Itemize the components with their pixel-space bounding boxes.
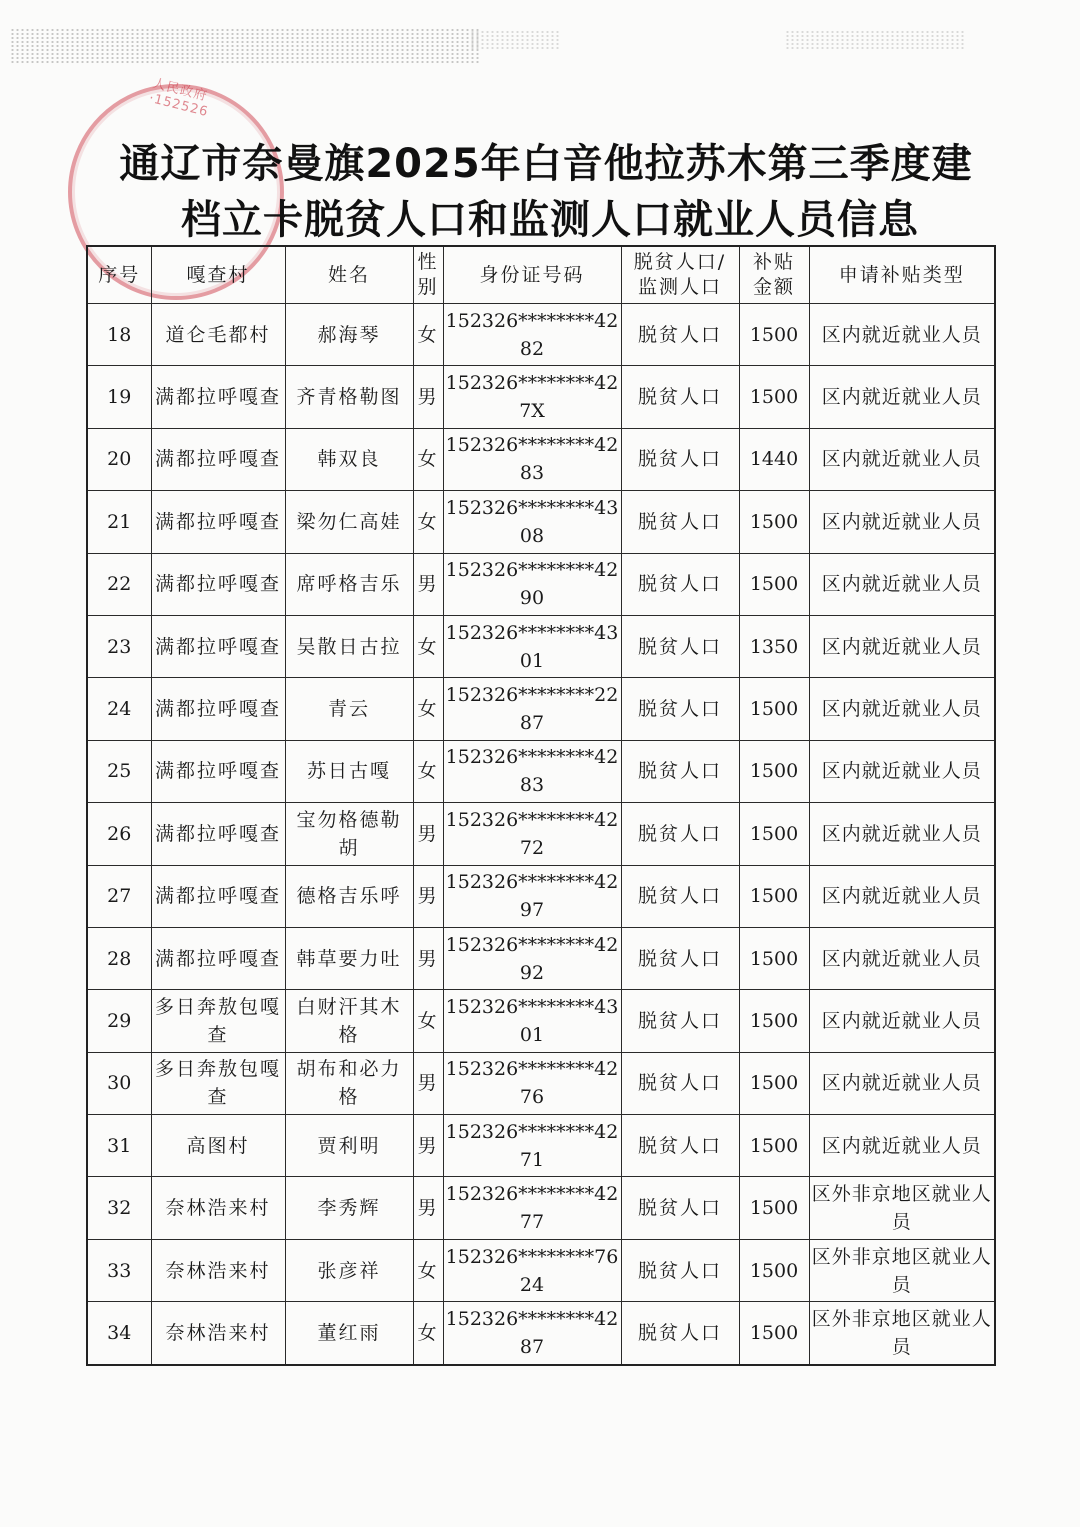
cell-status: 脱贫人口 — [621, 1177, 739, 1239]
cell-subsidy-type: 区外非京地区就业人员 — [809, 1177, 995, 1239]
cell-status: 脱贫人口 — [621, 553, 739, 615]
cell-gender: 女 — [413, 1239, 443, 1301]
cell-village: 道仑毛都村 — [151, 304, 285, 366]
cell-name: 苏日古嘎 — [285, 740, 413, 802]
cell-village: 满都拉呼嘎查 — [151, 865, 285, 927]
scan-noise — [10, 28, 480, 64]
cell-gender: 男 — [413, 1115, 443, 1177]
table-row — [87, 304, 995, 366]
cell-no: 28 — [87, 927, 151, 989]
cell-name: 贾利明 — [285, 1115, 413, 1177]
header-no: 序号 — [87, 246, 151, 304]
cell-name: 青云 — [285, 678, 413, 740]
cell-village: 奈林浩来村 — [151, 1239, 285, 1301]
cell-id-number: 152326********4301 — [443, 615, 621, 677]
table-row — [87, 740, 995, 802]
cell-subsidy-amount: 1500 — [739, 1239, 809, 1301]
table-row — [87, 1302, 995, 1365]
table-row — [87, 678, 995, 740]
header-status-line-2: 监测人口 — [637, 276, 722, 298]
cell-subsidy-type: 区内就近就业人员 — [809, 865, 995, 927]
cell-subsidy-type: 区内就近就业人员 — [809, 1052, 995, 1114]
table-row — [87, 1239, 995, 1301]
cell-id-number: 152326********4283 — [443, 428, 621, 490]
cell-id-number: 152326********4292 — [443, 927, 621, 989]
cell-subsidy-type: 区外非京地区就业人员 — [809, 1302, 995, 1365]
cell-status: 脱贫人口 — [621, 927, 739, 989]
cell-subsidy-amount: 1500 — [739, 491, 809, 553]
cell-subsidy-amount: 1440 — [739, 428, 809, 490]
cell-status: 脱贫人口 — [621, 865, 739, 927]
cell-village: 满都拉呼嘎查 — [151, 366, 285, 428]
header-gender — [413, 246, 443, 304]
cell-village: 满都拉呼嘎查 — [151, 491, 285, 553]
cell-subsidy-amount: 1500 — [739, 1302, 809, 1365]
cell-status: 脱贫人口 — [621, 740, 739, 802]
cell-name: 宝勿格德勒胡 — [285, 803, 413, 865]
cell-no: 30 — [87, 1052, 151, 1114]
cell-gender: 女 — [413, 491, 443, 553]
header-gender-line-2: 别 — [417, 276, 439, 298]
cell-name: 席呼格吉乐 — [285, 553, 413, 615]
cell-subsidy-amount: 1500 — [739, 1115, 809, 1177]
cell-status: 脱贫人口 — [621, 1052, 739, 1114]
cell-gender: 男 — [413, 366, 443, 428]
cell-gender: 女 — [413, 304, 443, 366]
header-status — [621, 246, 739, 304]
table-row — [87, 865, 995, 927]
cell-subsidy-amount: 1500 — [739, 865, 809, 927]
cell-no: 29 — [87, 990, 151, 1052]
header-amount-line-1: 补贴 — [752, 251, 795, 273]
cell-name: 白财汗其木格 — [285, 990, 413, 1052]
cell-subsidy-amount: 1500 — [739, 990, 809, 1052]
cell-village: 高图村 — [151, 1115, 285, 1177]
cell-subsidy-type: 区内就近就业人员 — [809, 366, 995, 428]
cell-status: 脱贫人口 — [621, 491, 739, 553]
cell-id-number: 152326********4308 — [443, 491, 621, 553]
table-row — [87, 803, 995, 865]
cell-name: 胡布和必力格 — [285, 1052, 413, 1114]
cell-id-number: 152326********4301 — [443, 990, 621, 1052]
cell-subsidy-type: 区内就近就业人员 — [809, 740, 995, 802]
cell-id-number: 152326********4271 — [443, 1115, 621, 1177]
cell-id-number: 152326********2287 — [443, 678, 621, 740]
cell-village: 多日奔敖包嘎查 — [151, 1052, 285, 1114]
cell-village: 奈林浩来村 — [151, 1177, 285, 1239]
cell-status: 脱贫人口 — [621, 803, 739, 865]
cell-subsidy-amount: 1500 — [739, 1177, 809, 1239]
cell-village: 满都拉呼嘎查 — [151, 803, 285, 865]
header-village: 嘎查村 — [151, 246, 285, 304]
table-header-row — [87, 246, 995, 304]
document-title-line-2: 档立卡脱贫人口和监测人口就业人员信息 — [181, 197, 919, 243]
table-row — [87, 615, 995, 677]
table-row — [87, 1177, 995, 1239]
cell-status: 脱贫人口 — [621, 1239, 739, 1301]
cell-name: 梁勿仁高娃 — [285, 491, 413, 553]
cell-subsidy-type: 区内就近就业人员 — [809, 678, 995, 740]
cell-id-number: 152326********4287 — [443, 1302, 621, 1365]
cell-village: 满都拉呼嘎查 — [151, 428, 285, 490]
table-row — [87, 491, 995, 553]
table-row — [87, 1052, 995, 1114]
cell-subsidy-type: 区内就近就业人员 — [809, 803, 995, 865]
cell-name: 张彦祥 — [285, 1239, 413, 1301]
header-name: 姓名 — [285, 246, 413, 304]
table-row — [87, 553, 995, 615]
document-title-line-1: 通辽市奈曼旗2025年白音他拉苏木第三季度建 — [119, 141, 973, 187]
cell-gender: 男 — [413, 927, 443, 989]
cell-name: 董红雨 — [285, 1302, 413, 1365]
cell-status: 脱贫人口 — [621, 678, 739, 740]
cell-village: 奈林浩来村 — [151, 1302, 285, 1365]
cell-gender: 男 — [413, 1052, 443, 1114]
cell-gender: 男 — [413, 553, 443, 615]
cell-gender: 男 — [413, 803, 443, 865]
table-row — [87, 990, 995, 1052]
cell-name: 郝海琴 — [285, 304, 413, 366]
cell-name: 吴散日古拉 — [285, 615, 413, 677]
cell-village: 多日奔敖包嘎查 — [151, 990, 285, 1052]
cell-no: 19 — [87, 366, 151, 428]
cell-subsidy-type: 区内就近就业人员 — [809, 1115, 995, 1177]
cell-no: 21 — [87, 491, 151, 553]
cell-subsidy-type: 区内就近就业人员 — [809, 304, 995, 366]
cell-no: 27 — [87, 865, 151, 927]
cell-subsidy-type: 区外非京地区就业人员 — [809, 1239, 995, 1301]
cell-id-number: 152326********4276 — [443, 1052, 621, 1114]
cell-no: 20 — [87, 428, 151, 490]
table-row — [87, 1115, 995, 1177]
cell-no: 22 — [87, 553, 151, 615]
cell-subsidy-amount: 1500 — [739, 1052, 809, 1114]
cell-no: 23 — [87, 615, 151, 677]
scan-noise — [785, 30, 965, 50]
cell-village: 满都拉呼嘎查 — [151, 927, 285, 989]
cell-subsidy-type: 区内就近就业人员 — [809, 428, 995, 490]
header-gender-line-1: 性 — [417, 251, 439, 273]
cell-subsidy-amount: 1500 — [739, 678, 809, 740]
header-amount — [739, 246, 809, 304]
cell-id-number: 152326********4282 — [443, 304, 621, 366]
cell-village: 满都拉呼嘎查 — [151, 615, 285, 677]
cell-no: 34 — [87, 1302, 151, 1365]
cell-subsidy-amount: 1350 — [739, 615, 809, 677]
cell-id-number: 152326********4297 — [443, 865, 621, 927]
cell-gender: 女 — [413, 428, 443, 490]
seal-text: 人民政府 ·152526 — [147, 76, 210, 121]
cell-subsidy-type: 区内就近就业人员 — [809, 553, 995, 615]
cell-gender: 女 — [413, 678, 443, 740]
cell-village: 满都拉呼嘎查 — [151, 553, 285, 615]
cell-status: 脱贫人口 — [621, 366, 739, 428]
cell-gender: 男 — [413, 865, 443, 927]
header-status-line-1: 脱贫人口/ — [633, 251, 727, 273]
cell-name: 德格吉乐呼 — [285, 865, 413, 927]
cell-id-number: 152326********4283 — [443, 740, 621, 802]
cell-status: 脱贫人口 — [621, 1115, 739, 1177]
cell-gender: 女 — [413, 615, 443, 677]
cell-name: 李秀辉 — [285, 1177, 413, 1239]
cell-subsidy-type: 区内就近就业人员 — [809, 990, 995, 1052]
cell-subsidy-amount: 1500 — [739, 366, 809, 428]
cell-name: 齐青格勒图 — [285, 366, 413, 428]
cell-village: 满都拉呼嘎查 — [151, 678, 285, 740]
cell-status: 脱贫人口 — [621, 304, 739, 366]
cell-no: 32 — [87, 1177, 151, 1239]
cell-no: 33 — [87, 1239, 151, 1301]
table-body — [87, 304, 995, 1365]
cell-status: 脱贫人口 — [621, 990, 739, 1052]
cell-no: 18 — [87, 304, 151, 366]
cell-id-number: 152326********427X — [443, 366, 621, 428]
cell-gender: 女 — [413, 740, 443, 802]
cell-subsidy-amount: 1500 — [739, 553, 809, 615]
cell-subsidy-amount: 1500 — [739, 927, 809, 989]
cell-subsidy-type: 区内就近就业人员 — [809, 927, 995, 989]
cell-name: 韩双良 — [285, 428, 413, 490]
cell-status: 脱贫人口 — [621, 615, 739, 677]
cell-no: 31 — [87, 1115, 151, 1177]
cell-name: 韩草要力吐 — [285, 927, 413, 989]
cell-gender: 女 — [413, 990, 443, 1052]
table-row — [87, 428, 995, 490]
cell-subsidy-type: 区内就近就业人员 — [809, 491, 995, 553]
header-subsidy-type: 申请补贴类型 — [809, 246, 995, 304]
cell-id-number: 152326********7624 — [443, 1239, 621, 1301]
employment-roster-table — [86, 245, 996, 1366]
header-amount-line-2: 金额 — [752, 276, 795, 298]
cell-gender: 男 — [413, 1177, 443, 1239]
cell-subsidy-type: 区内就近就业人员 — [809, 615, 995, 677]
table-row — [87, 366, 995, 428]
cell-subsidy-amount: 1500 — [739, 803, 809, 865]
cell-status: 脱贫人口 — [621, 1302, 739, 1365]
cell-village: 满都拉呼嘎查 — [151, 740, 285, 802]
table-row — [87, 927, 995, 989]
cell-subsidy-amount: 1500 — [739, 740, 809, 802]
cell-id-number: 152326********4277 — [443, 1177, 621, 1239]
scan-noise — [470, 30, 560, 50]
cell-no: 24 — [87, 678, 151, 740]
cell-status: 脱贫人口 — [621, 428, 739, 490]
cell-gender: 女 — [413, 1302, 443, 1365]
cell-no: 25 — [87, 740, 151, 802]
cell-id-number: 152326********4272 — [443, 803, 621, 865]
cell-id-number: 152326********4290 — [443, 553, 621, 615]
cell-no: 26 — [87, 803, 151, 865]
cell-subsidy-amount: 1500 — [739, 304, 809, 366]
header-id: 身份证号码 — [443, 246, 621, 304]
